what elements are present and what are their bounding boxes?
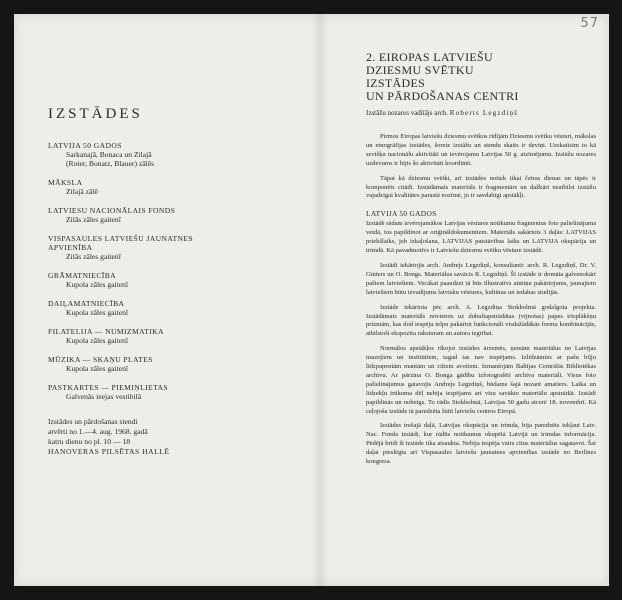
left-column [48,106,288,457]
exhibition-item [48,206,288,224]
exhibition-title: PASTKARTES — PIEMIŅLIETAS [48,383,169,392]
exhibition-item [48,234,288,261]
article-title-line: 2. EIROPAS LATVIEŠU [366,50,493,64]
section-paragraph: Izstāde iekārtota pēc arch. A. Legzdiņa Stokholmā godalgota projekta. Izstādāmais materiāls novietots uz dubultapstrādātas (vijnotas) papes trīsplākšņu prizmām, kas dod iespēju telpu pakārtot funkcionāli visdažādākās formu kombinācijās, atbilstoši ekspozīta raksturam un autora iegribai. [366,303,596,338]
exhibition-location: Zilajā zālē [66,187,98,196]
exhibition-location: Kupola zāles gaitenī [66,364,128,373]
folio-number: 57 [580,16,599,31]
exhibition-location: Zilās zāles gaitenī [66,252,121,261]
exhibition-item [48,327,288,345]
exhibition-location: Kupola zāles gaitenī [66,336,128,345]
article-title-line: IZSTĀDES [366,76,426,90]
exhibition-location: Sarkanajā, Bonaca un Zilajā [66,150,152,159]
organizer-name: Roberts Legzdiņš [449,109,519,117]
opening-hours-line: katru dienu no pl. 10 — 18 [48,437,131,446]
opening-hours [48,417,288,457]
exhibition-title: DAIĻAMATNIECĪBA [48,299,125,308]
exhibition-title: FILATELIJA — NUMIZMATIKA [48,327,164,336]
exhibition-location: Kupola zāles gaitenī [66,308,128,317]
venue-name: HANOVERAS PILSĒTAS HALLĒ [48,447,170,456]
exhibition-title: LATVIJA 50 GADOS [48,141,122,150]
organizer-prefix: Izstāžu nozares vadītājs arch. [366,109,449,117]
exhibition-item [48,178,288,196]
intro-paragraph: Tāpat kā dziesmu svētki, arī izstādes notiek tikai četras dienas un tāpēc ir komponēts citādi. Izstādāmais materiāls ir fragmentārs un dažkārt neatbilst izstāžu vajadzīgai kvalitātes parastā nozīmē, jo ir savdabīgi apstākļi. [366,174,596,200]
exhibition-item [48,271,288,289]
section-paragraph: Normālos apstākļos rīkojot izstādes ārzemēs, ņemām materiālus no Latvijas muzejiem un institūtiem, tagad tas nav iespējams. Izlīdzāmies ar pašu biļju līdzpapentām mantām un citiem avotiem. Izmantojām Baltijas Centrālās Bibliotēkas archīvu. Ar pārzina O. Bonga gādību izfotografēti archīva materiāli. Visus foto palielinājumus gatavojis Andrejs Legzdiņš, būdams šajā nozarē amatiers. Laika un līdzekļu trūkuma dēļ nebija iespējams arī visu savākto materiālu apstrādāt. Izstādi papildinās un nobeigs. To rādīs Stokholmā, Latvijas 50 gadu atcerē 18. novembrī. Kā ceļojoša izstāde tā paredzēta šūtīt latviešu centros Eiropā. [366,345,596,415]
right-column [366,51,596,473]
article-title [366,51,596,103]
exhibition-location: Galvenās ieejas vestibilā [66,392,142,401]
exhibition-title: GRĀMATNIECĪBA [48,271,117,280]
exhibition-title: MŪZIKA — SKAŅU PLATES [48,355,153,364]
section-paragraph: Izstādē rādam ievērojamākos Latvijas vēstures notikumu fragmentus foto palielinājuma veidā, tos papildinot ar oriģināldokumentiem. Materiāls sakārtots 3 daļās: LATVIJAS priekšlaiks, jeb izkaļošana, LATVIJAS patstāvības laiks un LATVIJA okupācija un trimdā. Kā pavadmotīvs ir Latviešu dziesmu svētku vēsture izstādē. [366,220,596,255]
page-fold [311,14,329,586]
exhibition-title: LATVIESU NACIONĀLAIS FONDS [48,206,176,215]
section-paragraph: Izstādi iekārtojis arch. Andrejs Legzdiņš, konsultanti: arch. R. Legzdiņš, Dr. V. Ginters un O. Bongs. Materiālus savācis R. Legzdiņš. Šī izstāde ir domāta galvenokārt pašiem latviešiem. Vecākai paaudzei tā būs illustratīvs atmiņu pakārtojums, jaunajiem latviešiem būtu ievadījums latvisku vēstures, kultūras un iedabas studijās. [366,261,596,296]
exhibition-title: VISPASAULES LATVIEŠU JAUNATNES [48,234,194,243]
exhibitions-heading: IZSTĀDES [48,106,143,122]
exhibition-item [48,383,288,401]
article-title-line: UN PĀRDOŠANAS CENTRI [366,89,519,103]
article-title-line: DZIESMU SVĒTKU [366,63,474,77]
exhibition-location: Zilās zāles gaitenī [66,215,121,224]
exhibition-location: Kupola zāles gaitenī [66,280,128,289]
exhibition-item [48,355,288,373]
exhibition-title: MĀKSLA [48,178,83,187]
exhibition-title-continued: APVIENĪBA [48,243,93,252]
exhibition-location: (Roter, Bonatz, Blauer) zālēs [66,159,155,168]
organizer-line [366,109,596,117]
exhibition-item [48,299,288,317]
section-heading: LATVIJA 50 GADOS [366,209,437,219]
intro-paragraph: Pirmos Eiropas latviešu dziesmu svētkos rīdījām Dziesmu svētku vēsturi, mākslas un etnogrāfijas izstādes, šoreiz izstāžu un stendu skaits ir deviņi. Uzskatīsim to kā sevišķu nacionālu aktivitāti un ievērojamu Latvijas 50 g. atzīmējumu. Izstāžu nozares uzdevums ir bijis šo aktivitāti koordinēt. [366,133,596,167]
exhibition-item [48,141,288,168]
opening-hours-line: Izstādes un pārdošanas stendi [48,417,138,426]
document-page [14,14,609,586]
section-paragraph: Izstādes trešajā daļā, Latvijas okupācija un trimda, bija paredzēts iekļaut Latv. Nac. Fonda izstādi, kur rādīts notikumus okupētā Latvijā un trimdas informācija. Pēdējā brīdī šī izstāde tika atsaukta. Nebija iespēja vairs citus materiālus sagatavot. Šai daļai pieslēgta arī Vispasaules latviešu jaunatnes apvienības izstāde no Berlīnes kongresa. [366,422,596,466]
opening-hours-line: atvērti no 1.—4. aug. 1968. gadā [48,427,148,436]
